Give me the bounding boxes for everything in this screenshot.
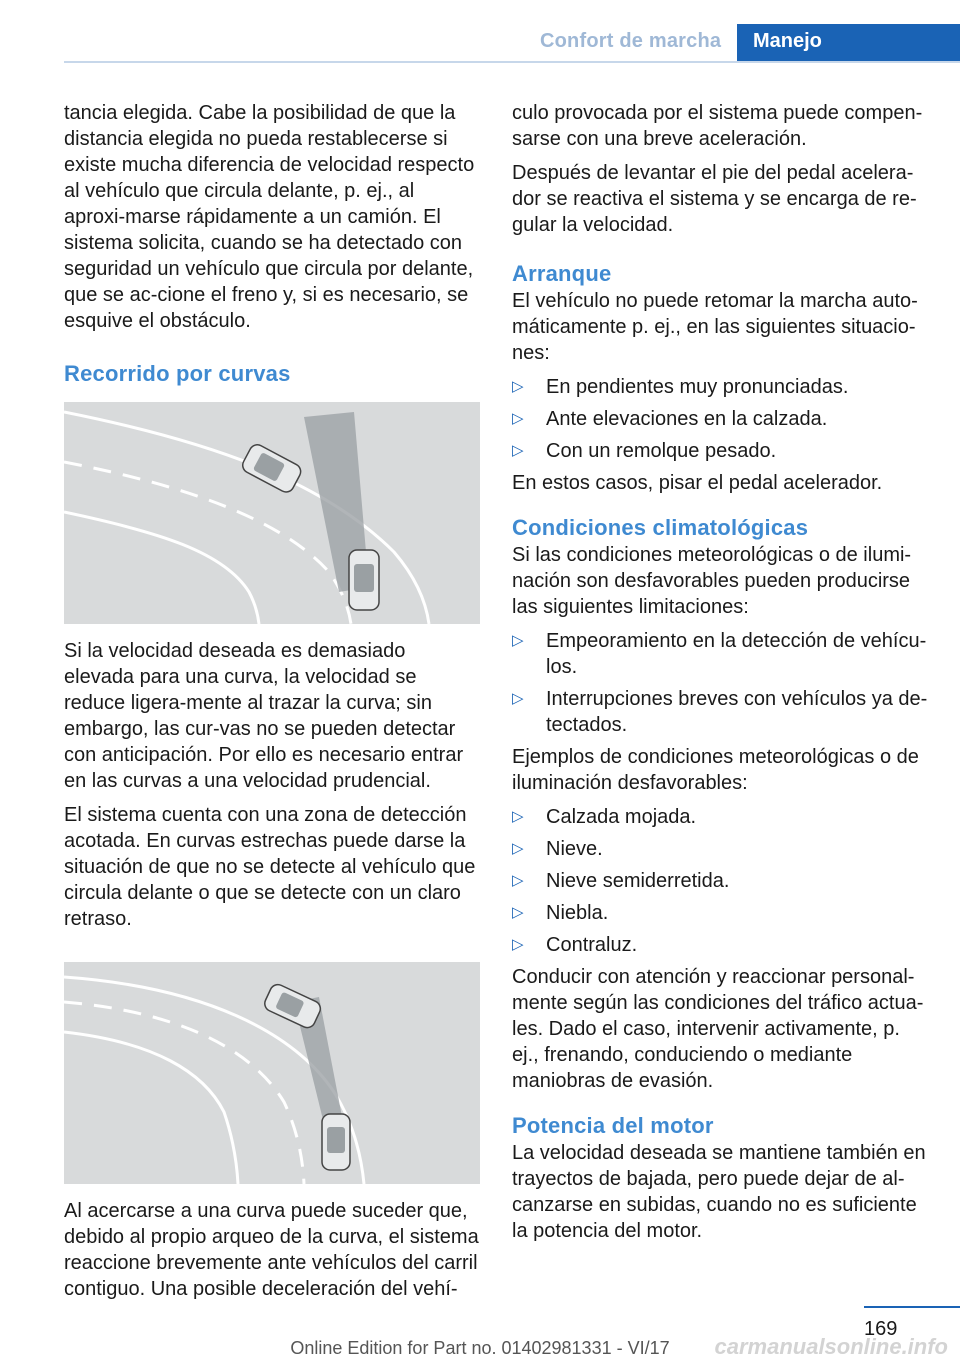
triangle-bullet-icon: ▷ [512,872,524,889]
edition-footer: Online Edition for Part no. 01402981331 - VI/17 [290,1338,670,1358]
body-paragraph: Al acercarse a una curva puede suceder que, debido al propio arqueo de la curva, el sistema reaccione brevemente ante vehículos del carril contiguo. Una posible deceleración del vehí‐ [64,1200,479,1300]
list-item: ▷ Interrupciones breves con vehículos ya de‐tectados. [512,688,928,736]
chapter-tab: Manejo [737,24,960,62]
body-paragraph: culo provocada por el sistema puede compen‐sarse con una breve aceleración. [512,102,923,150]
section-tab: Confort de marcha [540,30,722,52]
body-paragraph: Conducir con atención y reaccionar personal‐mente según las condiciones del tráfico actua‐les. Dado el caso, intervenir activamente, p. ej., frenando, conduciendo o mediante maniobras de evasión. [512,966,924,1092]
triangle-bullet-icon: ▷ [512,442,524,459]
triangle-bullet-icon: ▷ [512,840,524,857]
page-number-rule [864,1306,960,1308]
list-limitaciones [512,628,928,738]
list-item: ▷ Empeoramiento en la detección de vehícu‐los. [512,630,927,678]
curve-illustration-2 [64,962,480,1184]
list-item: ▷ Nieve. [512,838,603,860]
body-paragraph: Si la velocidad deseada es demasiado elevada para una curva, la velocidad se reduce ligera‐mente al trazar la curva; sin embargo, las cur‐vas no se pueden detectar con anticipación. Por ello es necesario entrar en las curvas a una velocidad prudencial. [64,640,464,792]
body-paragraph: La velocidad deseada se mantiene también en trayectos de bajada, pero puede dejar de al‐canzarse en subidas, cuando no es suficiente la potencia del motor. [512,1142,926,1242]
body-paragraph: El vehículo no puede retomar la marcha auto‐máticamente p. ej., en las siguientes situacio‐nes: [512,290,918,364]
list-arranque [512,374,928,464]
body-paragraph: El sistema cuenta con una zona de detección acotada. En curvas estrechas puede darse la situación de que no se detecte al vehículo que circula delante o que se detecte con un claro retraso. [64,804,476,930]
heading-potencia-motor: Potencia del motor [512,1113,714,1138]
body-paragraph: Si las condiciones meteorológicas o de ilumi‐nación son desfavorables pueden producirse las siguientes limitaciones: [512,544,912,618]
heading-condiciones-climatologicas: Condiciones climatológicas [512,515,809,540]
triangle-bullet-icon: ▷ [512,808,524,825]
triangle-bullet-icon: ▷ [512,690,524,707]
body-paragraph: En estos casos, pisar el pedal acelerador. [512,472,883,494]
page-header [0,0,960,62]
heading-recorrido-curvas: Recorrido por curvas [64,361,291,386]
list-item: ▷ Nieve semiderretida. [512,870,730,892]
list-item: ▷ Ante elevaciones en la calzada. [512,408,828,430]
triangle-bullet-icon: ▷ [512,378,524,395]
left-column [64,100,480,1310]
curve-illustration-1 [64,402,480,624]
header-rule [64,61,960,63]
triangle-bullet-icon: ▷ [512,936,524,953]
list-item: ▷ Con un remolque pesado. [512,440,777,462]
watermark: carmanualsonline.info [714,1334,948,1359]
list-item: ▷ En pendientes muy pronunciadas. [512,376,849,398]
heading-arranque: Arranque [512,261,612,286]
page-number: 169 [864,1318,898,1340]
triangle-bullet-icon: ▷ [512,904,524,921]
list-item: ▷ Contraluz. [512,934,638,956]
right-column [512,100,928,1252]
list-condiciones [512,804,928,958]
list-item: ▷ Niebla. [512,902,609,924]
list-item: ▷ Calzada mojada. [512,806,697,828]
triangle-bullet-icon: ▷ [512,632,524,649]
body-paragraph: Ejemplos de condiciones meteorológicas o de iluminación desfavorables: [512,746,919,794]
body-paragraph: tancia elegida. Cabe la posibilidad de que la distancia elegida no pueda restablecerse si existe mucha diferencia de velocidad respecto al vehículo que circula delante, p. ej., al aproxi‐marse rápidamente a un camión. El sistema solicita, cuando se ha detectado con seguridad un vehículo que circula por delante, que se ac‐cione el freno y, si es necesario, se esquive el obstáculo. [64,102,475,332]
triangle-bullet-icon: ▷ [512,410,524,427]
body-paragraph: Después de levantar el pie del pedal acelera‐dor se reactiva el sistema y se encarga de re‐gular la velocidad. [512,162,917,236]
